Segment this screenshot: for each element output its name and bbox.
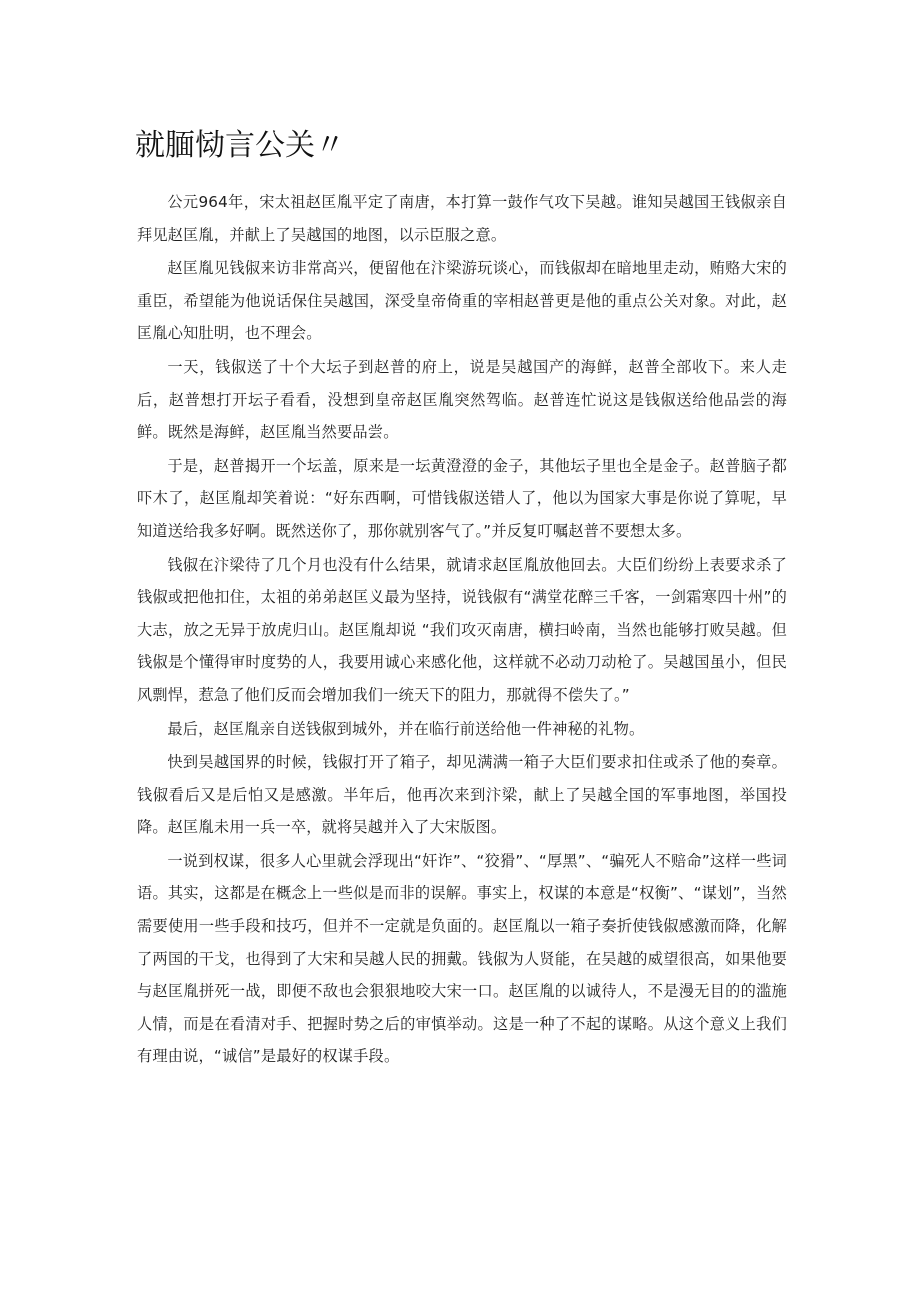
paragraph-8: 一说到权谋，很多人心里就会浮现出“奸诈”、“狡猾”、“厚黑”、“骗死人不赔命”这样一些词语。其实，这都是在概念上一些似是而非的误解。事实上，权谋的本意是“权衡”、“谋划”，当然需要使用一些手段和技巧，但并不一定就是负面的。赵匡胤以一箱子奏折使钱俶感激而降，化解了两国的干戈，也得到了大宋和吴越人民的拥戴。钱俶为人贤能，在吴越的威望很高，如果他要与赵匡胤拼死一战，即便不敌也会狠狠地咬大宋一口。赵匡胤的以诚待人，不是漫无目的的滥施人情，而是在看清对手、把握时势之后的审慎举动。这是一种了不起的谋略。从这个意义上我们有理由说，“诚信”是最好的权谋手段。	[137, 851, 787, 1066]
paragraph-6: 最后，赵匡胤亲自送钱俶到城外，并在临行前送给他一件神秘的礼物。	[167, 719, 645, 738]
paragraph-2: 赵匡胤见钱俶来访非常高兴，便留他在汴梁游玩谈心，而钱俶却在暗地里走动，贿赂大宋的重臣，希望能为他说话保住吴越国，深受皇帝倚重的宰相赵普更是他的重点公关对象。对此，赵匡胤心知肚明，也不理会。	[137, 259, 787, 343]
paragraph-4: 于是，赵普揭开一个坛盖，原来是一坛黄澄澄的金子，其他坛子里也全是金子。赵普脑子都吓木了，赵匡胤却笑着说：“好东西啊，可惜钱俶送错人了，他以为国家大事是你说了算呢，早知道送给我多好啊。既然送你了，那你就别客气了。”并反复叮嘱赵普不要想太多。	[137, 456, 787, 540]
document-body	[137, 186, 787, 1074]
paragraph-3: 一天，钱俶送了十个大坛子到赵普的府上，说是吴越国产的海鲜，赵普全部收下。来人走后，赵普想打开坛子看看，没想到皇帝赵匡胤突然驾临。赵普连忙说这是钱俶送给他品尝的海鲜。既然是海鲜，赵匡胤当然要品尝。	[137, 357, 787, 442]
paragraph-7: 快到吴越国界的时候，钱俶打开了箱子，却见满满一箱子大臣们要求扣住或杀了他的奏章。钱俶看后又是后怕又是感激。半年后，他再次来到汴梁，献上了吴越全国的军事地图，举国投降。赵匡胤未用一兵一卒，就将吴越并入了大宋版图。	[137, 753, 787, 837]
document-title: 就腼恸言公关〃	[135, 128, 345, 163]
paragraph-5: 钱俶在汴梁待了几个月也没有什么结果，就请求赵匡胤放他回去。大臣们纷纷上表要求杀了钱俶或把他扣住，太祖的弟弟赵匡义最为坚持，说钱俶有“满堂花醉三千客，一剑霜寒四十州”的大志，放之无异于放虎归山。赵匡胤却说 “我们攻灭南唐，横扫岭南，当然也能够打败吴越。但钱俶是个懂得审时度势的人，我要用诚心来感化他，这样就不必动刀动枪了。吴越国虽小，但民风剽悍，惹急了他们反而会增加我们一统天下的阻力，那就得不偿失了。”	[137, 555, 787, 704]
paragraph-1: 公元964年，宋太祖赵匡胤平定了南唐，本打算一鼓作气攻下吴越。谁知吴越国王钱俶亲自拜见赵匡胤，并献上了吴越国的地图，以示臣服之意。	[137, 193, 787, 244]
